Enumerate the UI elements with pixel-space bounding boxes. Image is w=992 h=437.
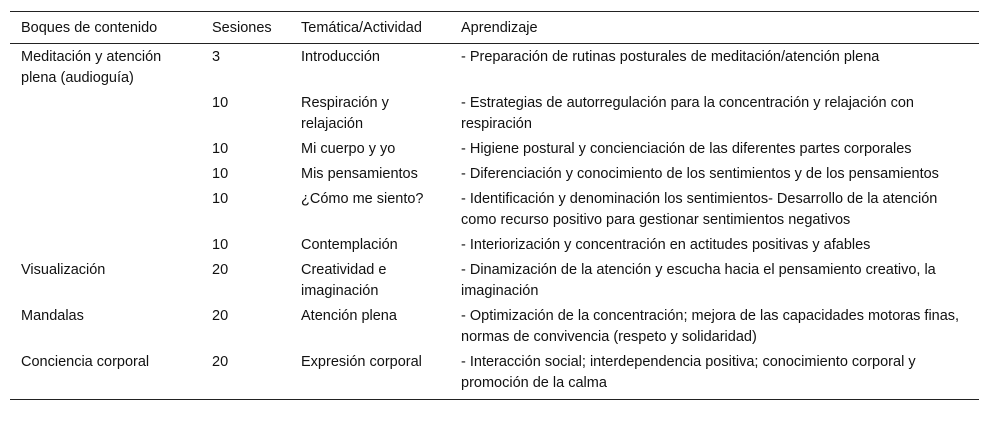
cell-theme: Mi cuerpo y yo	[301, 141, 396, 157]
cell-block: Meditación y atención plena (audioguía)	[21, 49, 162, 86]
cell-block	[10, 93, 201, 139]
table-body	[10, 44, 979, 400]
cell-learning: - Estrategias de autorregulación para la concentración y relajación con respiración	[461, 95, 914, 132]
cell-learning: - Dinamización de la atención y escucha hacia el pensamiento creativo, la imaginación	[461, 262, 936, 299]
cell-block: Visualización	[21, 262, 106, 278]
cell-block	[10, 139, 201, 164]
cell-theme: Introducción	[301, 49, 380, 65]
table-row	[10, 44, 979, 94]
cell-sessions: 10	[212, 141, 229, 157]
cell-block	[10, 235, 201, 260]
cell-sessions: 20	[212, 262, 229, 278]
header-sessions: Sesiones	[212, 19, 272, 36]
header-theme: Temática/Actividad	[301, 19, 422, 36]
cell-sessions: 3	[212, 49, 221, 65]
cell-block: Conciencia corporal	[21, 354, 150, 370]
content-table-container	[10, 11, 979, 400]
cell-sessions: 20	[212, 308, 229, 324]
cell-learning: - Higiene postural y concienciación de las diferentes partes corporales	[461, 141, 912, 157]
cell-block	[10, 189, 201, 235]
cell-sessions: 10	[212, 166, 229, 182]
cell-learning: - Preparación de rutinas posturales de meditación/atención plena	[461, 49, 880, 65]
header-learning: Aprendizaje	[461, 19, 538, 36]
table-header	[10, 12, 979, 44]
table-row	[10, 164, 979, 189]
cell-sessions: 10	[212, 95, 229, 111]
table-row	[10, 189, 979, 235]
cell-sessions: 10	[212, 191, 229, 207]
header-row	[10, 12, 979, 44]
cell-theme: Atención plena	[301, 308, 397, 324]
cell-learning: - Diferenciación y conocimiento de los sentimientos y de los pensamientos	[461, 166, 939, 182]
cell-block	[10, 164, 201, 189]
cell-theme: ¿Cómo me siento?	[301, 191, 424, 207]
header-block: Boques de contenido	[21, 19, 158, 36]
cell-sessions: 20	[212, 354, 229, 370]
table-row	[10, 352, 979, 400]
table-row	[10, 306, 979, 352]
table-row	[10, 235, 979, 260]
table-row	[10, 93, 979, 139]
table-row	[10, 260, 979, 306]
cell-theme: Creatividad e imaginación	[301, 262, 387, 299]
cell-theme: Expresión corporal	[301, 354, 422, 370]
content-table	[10, 11, 979, 400]
cell-learning: - Interiorización y concentración en actitudes positivas y afables	[461, 237, 871, 253]
cell-learning: - Identificación y denominación los sentimientos- Desarrollo de la atención como recurso positivo para gestionar sentimientos negativos	[461, 191, 938, 228]
cell-learning: - Interacción social; interdependencia positiva; conocimiento corporal y promoción de la calma	[461, 354, 916, 391]
cell-theme: Mis pensamientos	[301, 166, 418, 182]
cell-learning: - Optimización de la concentración; mejora de las capacidades motoras finas, normas de convivencia (respeto y solidaridad)	[461, 308, 960, 345]
cell-theme: Respiración y relajación	[301, 95, 389, 132]
table-row	[10, 139, 979, 164]
cell-block: Mandalas	[21, 308, 84, 324]
cell-theme: Contemplación	[301, 237, 398, 253]
cell-sessions: 10	[212, 237, 229, 253]
